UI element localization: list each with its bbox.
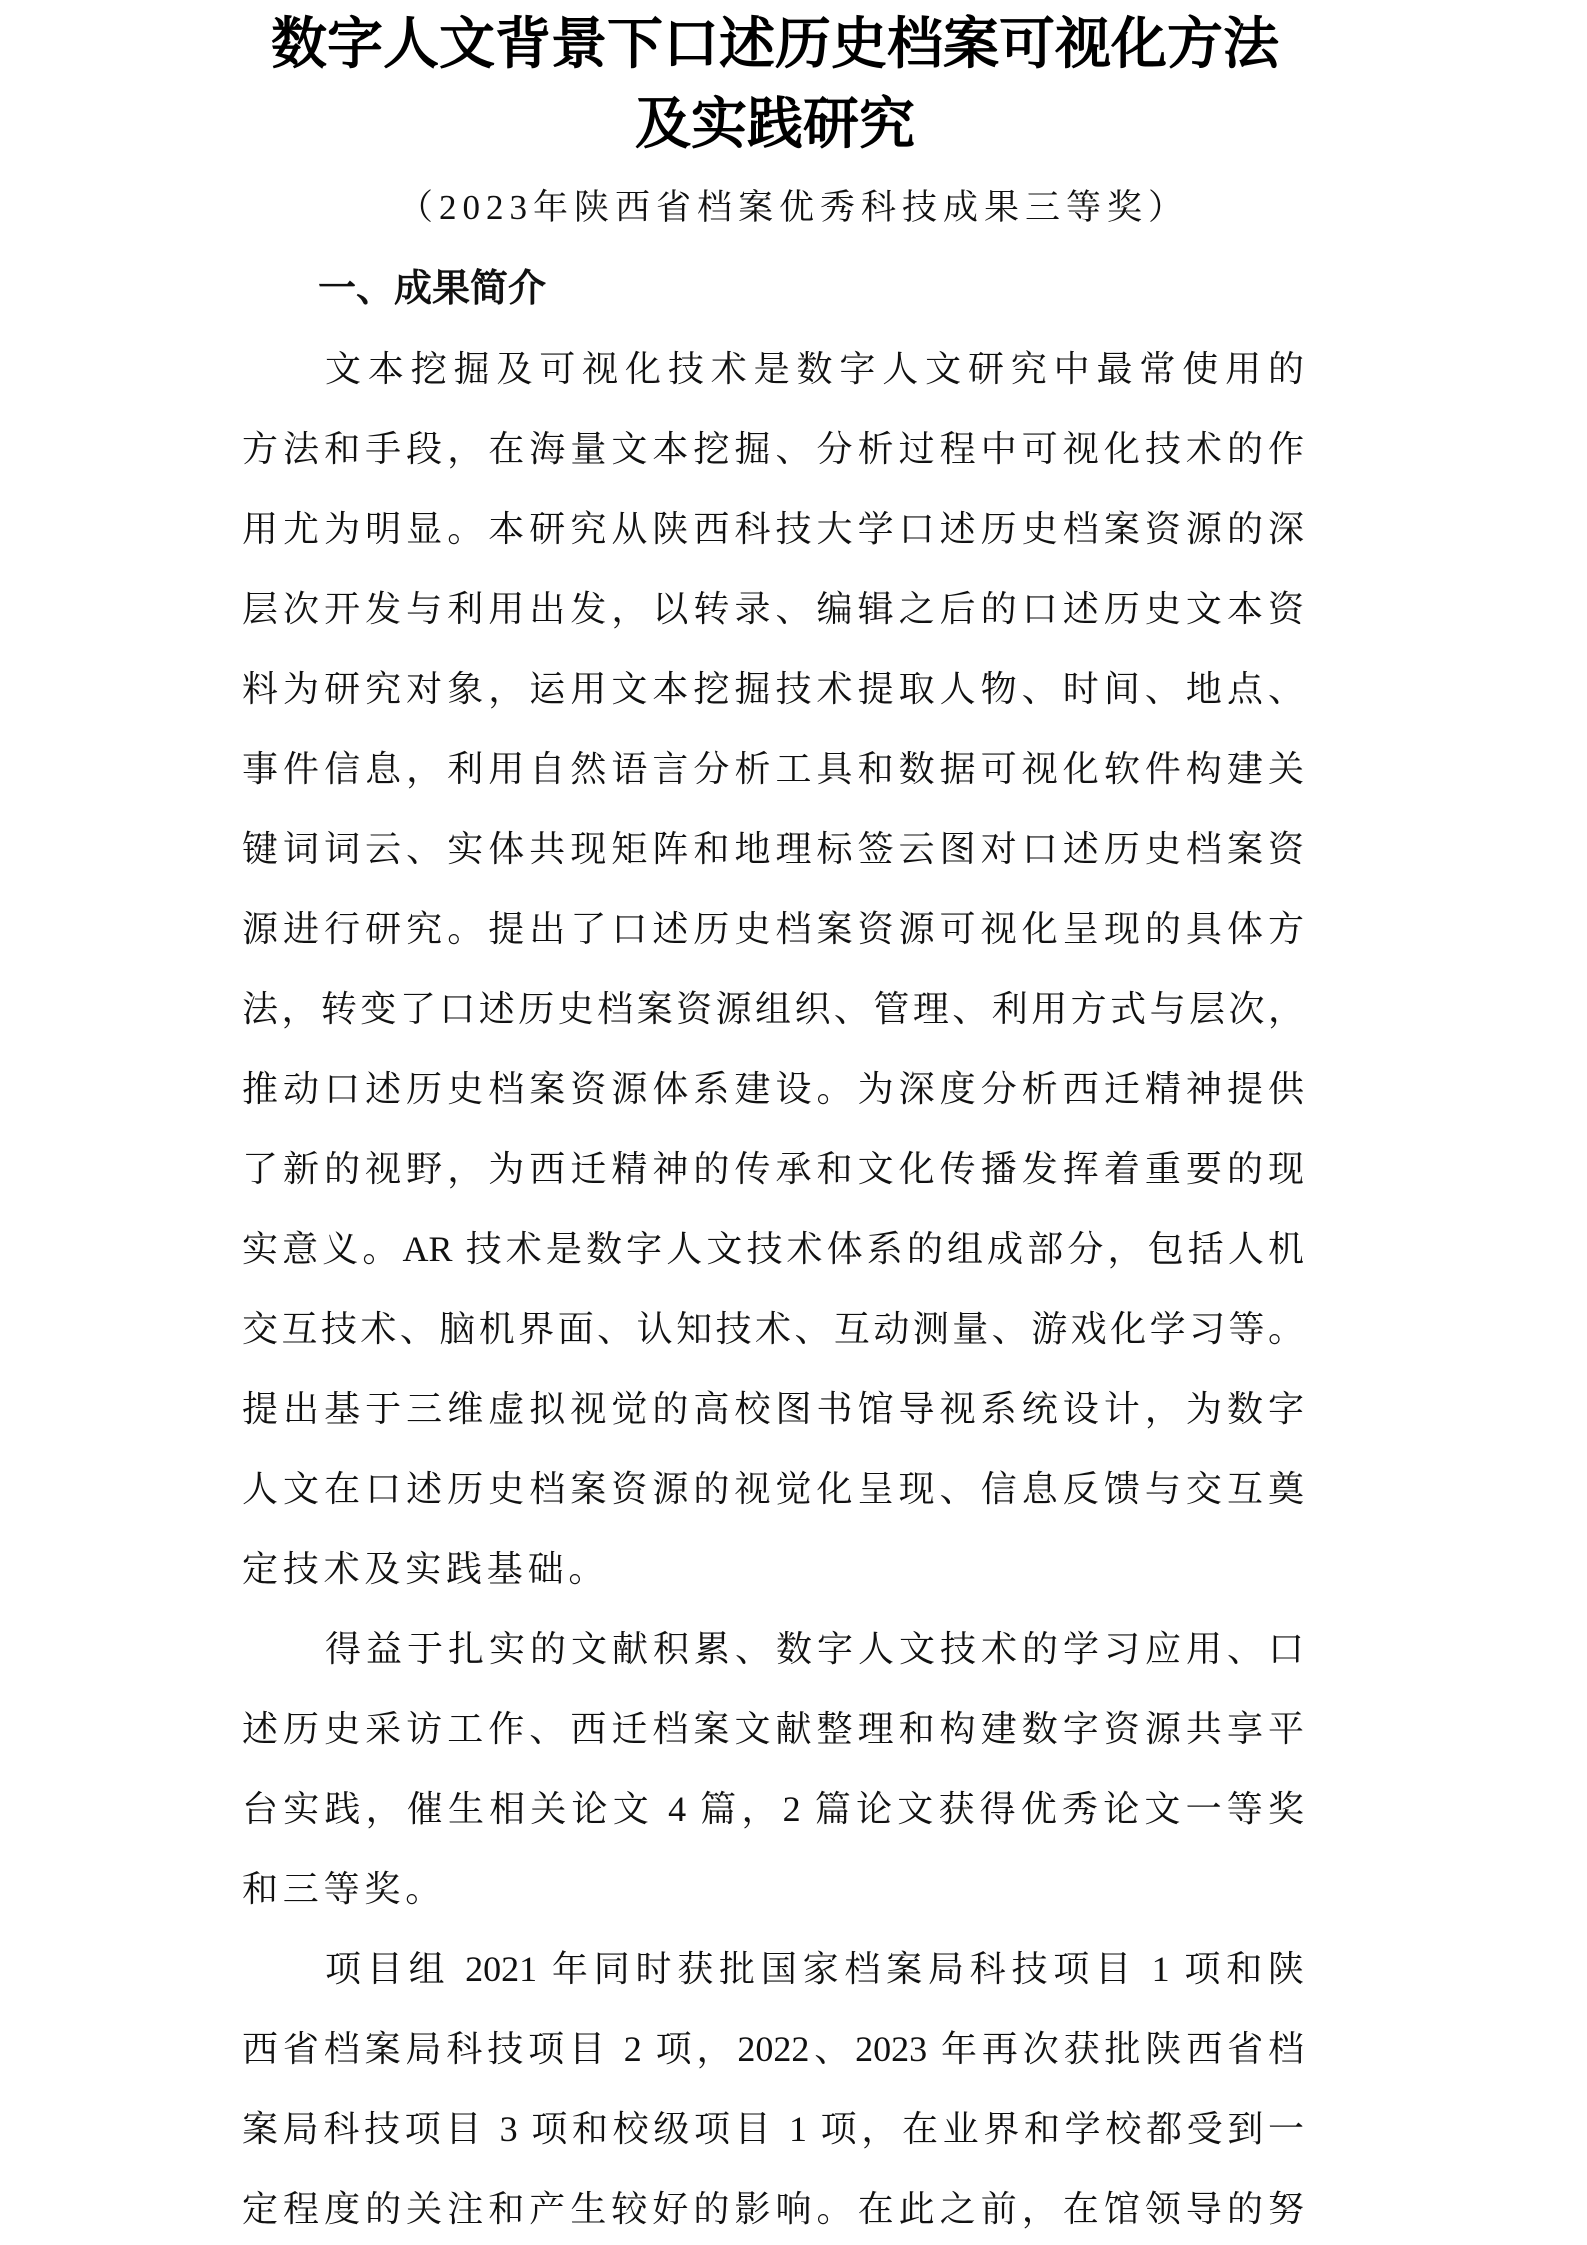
paragraph-line: 了新的视野，为西迁精神的传承和文化传播发挥着重要的现 bbox=[242, 1149, 1304, 1189]
paragraph-line: 源进行研究。提出了口述历史档案资源可视化呈现的具体方 bbox=[242, 909, 1304, 949]
document-title-line-2: 及实践研究 bbox=[635, 91, 915, 157]
paragraph-line: 人文在口述历史档案资源的视觉化呈现、信息反馈与交互奠 bbox=[242, 1469, 1304, 1509]
document-title-line-1: 数字人文背景下口述历史档案可视化方法 bbox=[271, 11, 1279, 77]
paragraph-line: 定程度的关注和产生较好的影响。在此之前，在馆领导的努 bbox=[242, 2189, 1304, 2229]
paragraph-line: 法，转变了口述历史档案资源组织、管理、利用方式与层次， bbox=[242, 989, 1304, 1029]
paragraph-line: 事件信息，利用自然语言分析工具和数据可视化软件构建关 bbox=[242, 749, 1304, 789]
paragraph-line: 层次开发与利用出发，以转录、编辑之后的口述历史文本资 bbox=[242, 589, 1304, 629]
paragraph-line: 和三等奖。 bbox=[242, 1869, 447, 1909]
paragraph-line: 定技术及实践基础。 bbox=[242, 1549, 610, 1589]
paragraph-line: 键词词云、实体共现矩阵和地理标签云图对口述历史档案资 bbox=[242, 829, 1304, 869]
paragraph-line: 料为研究对象，运用文本挖掘技术提取人物、时间、地点、 bbox=[242, 669, 1304, 709]
paragraph-line: 方法和手段，在海量文本挖掘、分析过程中可视化技术的作 bbox=[242, 429, 1304, 469]
section-heading: 一、成果简介 bbox=[318, 266, 547, 310]
award-subtitle: （2023年陕西省档案优秀科技成果三等奖） bbox=[397, 188, 1189, 227]
paragraph-line: 项目组 2021 年同时获批国家档案局科技项目 1 项和陕 bbox=[325, 1949, 1304, 1989]
paragraph-line: 得益于扎实的文献积累、数字人文技术的学习应用、口 bbox=[325, 1629, 1304, 1669]
paragraph-line: 实意义。AR 技术是数字人文技术体系的组成部分，包括人机 bbox=[242, 1229, 1304, 1269]
paragraph-line: 交互技术、脑机界面、认知技术、互动测量、游戏化学习等。 bbox=[242, 1309, 1304, 1349]
paragraph-line: 西省档案局科技项目 2 项，2022、2023 年再次获批陕西省档 bbox=[242, 2029, 1304, 2069]
paragraph-line: 用尤为明显。本研究从陕西科技大学口述历史档案资源的深 bbox=[242, 509, 1304, 549]
paragraph-line: 文本挖掘及可视化技术是数字人文研究中最常使用的 bbox=[325, 349, 1304, 389]
paragraph-line: 案局科技项目 3 项和校级项目 1 项，在业界和学校都受到一 bbox=[242, 2109, 1304, 2149]
paragraph-line: 提出基于三维虚拟视觉的高校图书馆导视系统设计，为数字 bbox=[242, 1389, 1304, 1429]
paragraph-line: 述历史采访工作、西迁档案文献整理和构建数字资源共享平 bbox=[242, 1709, 1304, 1749]
paragraph-line: 台实践，催生相关论文 4 篇，2 篇论文获得优秀论文一等奖 bbox=[242, 1789, 1304, 1829]
paragraph-line: 推动口述历史档案资源体系建设。为深度分析西迁精神提供 bbox=[242, 1069, 1304, 1109]
